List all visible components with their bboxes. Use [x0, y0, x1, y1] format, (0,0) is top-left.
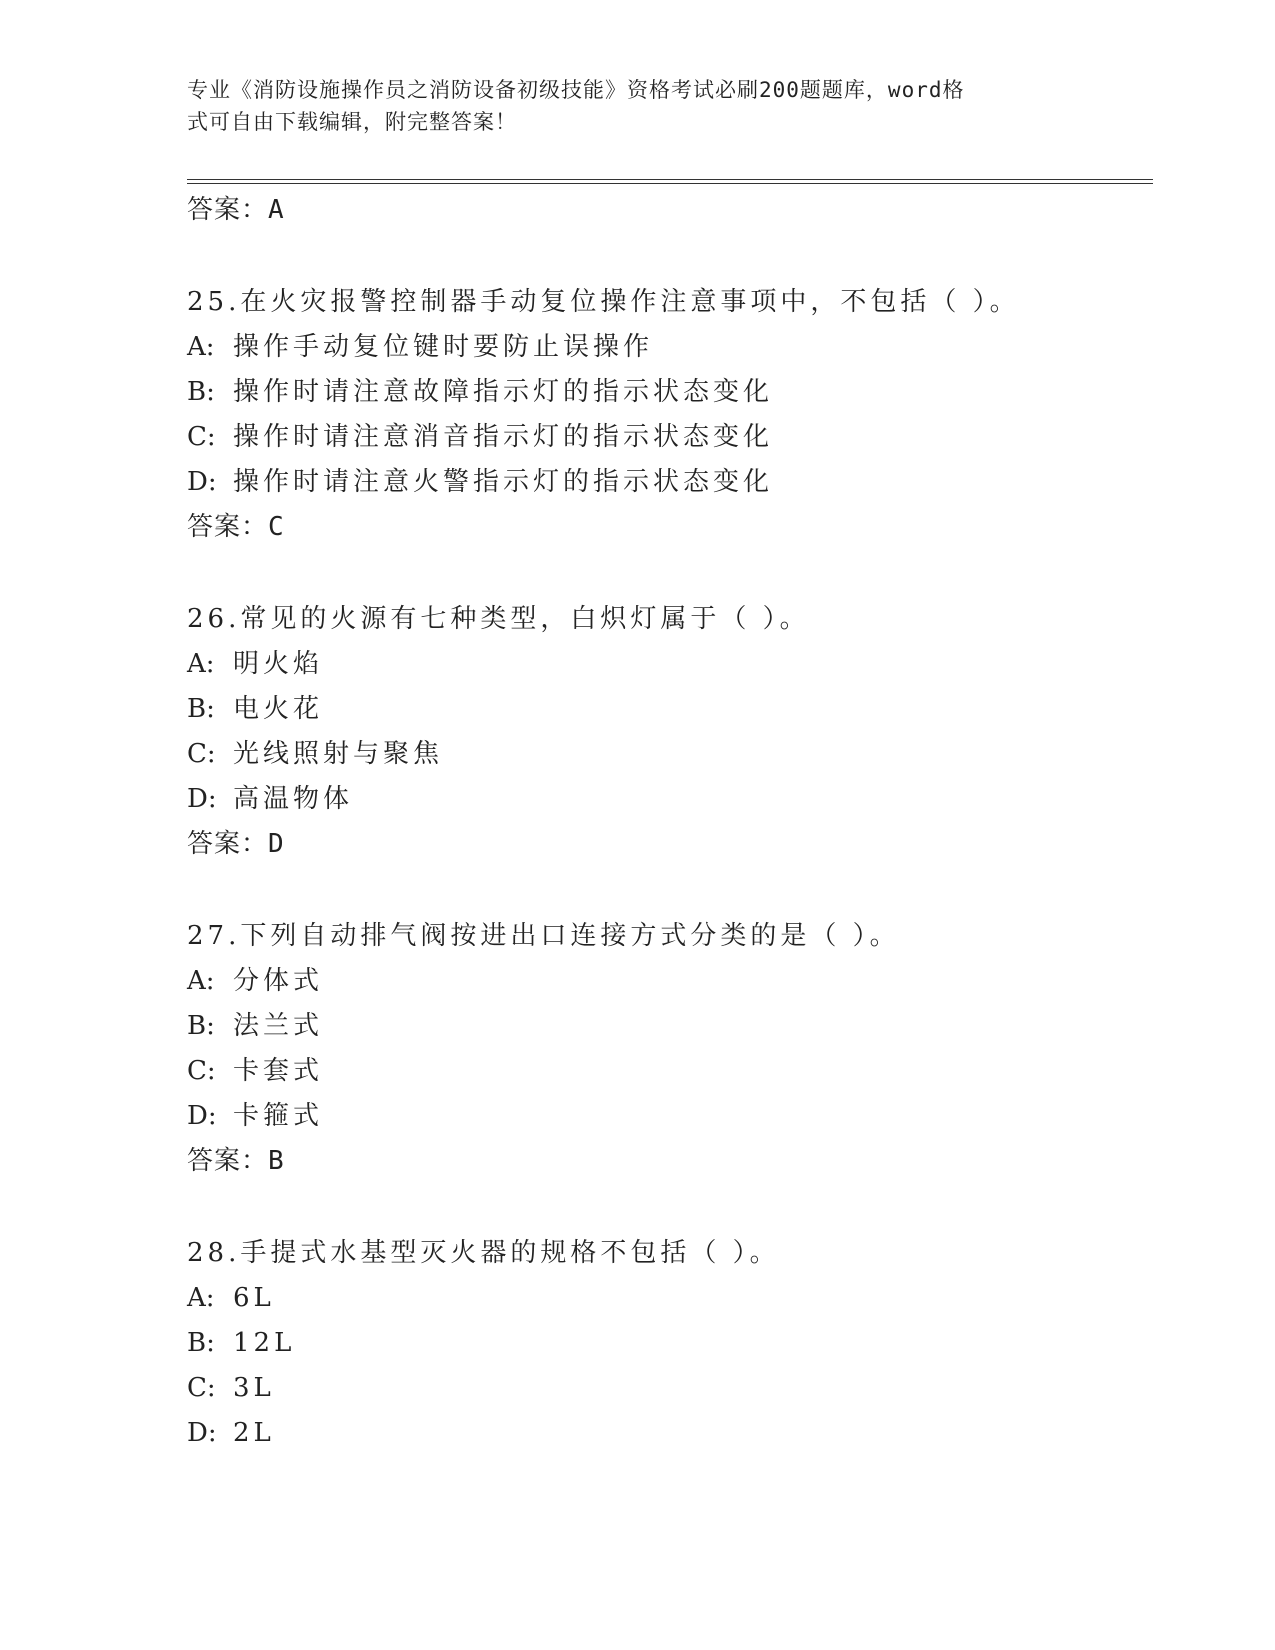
question-stem: 25.在火灾报警控制器手动复位操作注意事项中，不包括（ ）。	[187, 287, 1020, 317]
option-c	[187, 732, 1153, 777]
answer-prefix: 答案：	[187, 1146, 269, 1176]
option-label: B:	[187, 377, 215, 407]
answer-value: D	[268, 829, 285, 859]
header-line-2: 式可自由下载编辑，附完整答案！	[187, 110, 517, 134]
option-label: C:	[187, 422, 216, 452]
option-d	[187, 777, 1153, 822]
answer-line	[187, 1139, 1153, 1183]
option-text: 高温物体	[233, 784, 354, 814]
answer-prefix: 答案：	[187, 195, 269, 225]
option-b	[187, 370, 1153, 415]
option-text: 操作时请注意故障指示灯的指示状态变化	[233, 377, 774, 407]
option-text: 操作时请注意消音指示灯的指示状态变化	[233, 422, 774, 452]
option-label: D:	[187, 784, 217, 814]
option-d	[187, 1411, 1153, 1456]
option-c	[187, 415, 1153, 460]
option-label: C:	[187, 739, 216, 769]
option-a	[187, 325, 1153, 370]
option-text: 分体式	[233, 966, 324, 996]
option-d	[187, 460, 1153, 505]
question-28	[187, 1231, 1153, 1456]
option-label: D:	[187, 1101, 217, 1131]
option-text: 操作手动复位键时要防止误操作	[233, 332, 654, 362]
answer-line	[187, 188, 1153, 232]
option-text: 6L	[233, 1283, 275, 1313]
option-a	[187, 642, 1153, 687]
question-stem: 28.手提式水基型灭火器的规格不包括（ ）。	[187, 1238, 780, 1268]
option-text: 卡套式	[233, 1056, 324, 1086]
question-25	[187, 280, 1153, 549]
option-text: 法兰式	[233, 1011, 324, 1041]
option-text: 明火焰	[233, 649, 324, 679]
option-label: C:	[187, 1056, 216, 1086]
question-27	[187, 914, 1153, 1183]
answer-prefix: 答案：	[187, 512, 269, 542]
question-stem: 26.常见的火源有七种类型，白炽灯属于（ ）。	[187, 604, 810, 634]
option-label: C:	[187, 1373, 216, 1403]
option-text: 操作时请注意火警指示灯的指示状态变化	[233, 467, 774, 497]
option-label: D:	[187, 467, 217, 497]
answer-value: A	[268, 195, 285, 225]
option-b	[187, 1321, 1153, 1366]
option-a	[187, 1276, 1153, 1321]
question-stem: 27.下列自动排气阀按进出口连接方式分类的是（ ）。	[187, 921, 900, 951]
answer-line	[187, 822, 1153, 866]
header-rule-thick	[187, 179, 1153, 180]
document-header	[187, 74, 1067, 138]
option-a	[187, 959, 1153, 1004]
option-label: D:	[187, 1418, 217, 1448]
option-b	[187, 1004, 1153, 1049]
answer-value: C	[268, 512, 285, 542]
answer-prefix: 答案：	[187, 829, 269, 859]
option-text: 电火花	[233, 694, 324, 724]
answer-value: B	[268, 1146, 285, 1176]
answer-line	[187, 505, 1153, 549]
option-d	[187, 1094, 1153, 1139]
option-c	[187, 1366, 1153, 1411]
option-label: A:	[187, 1283, 215, 1313]
option-text: 12L	[233, 1328, 296, 1358]
header-line-1: 专业《消防设施操作员之消防设备初级技能》资格考试必刷200题题库，word格	[187, 78, 965, 102]
option-text: 光线照射与聚焦	[233, 739, 444, 769]
option-label: A:	[187, 332, 215, 362]
option-b	[187, 687, 1153, 732]
option-label: B:	[187, 1328, 215, 1358]
option-label: A:	[187, 649, 215, 679]
header-rule-thin	[187, 183, 1153, 184]
option-text: 3L	[233, 1373, 275, 1403]
option-c	[187, 1049, 1153, 1094]
option-label: B:	[187, 694, 215, 724]
question-list	[187, 188, 1153, 1456]
option-label: B:	[187, 1011, 215, 1041]
option-text: 卡箍式	[233, 1101, 324, 1131]
question-26	[187, 597, 1153, 866]
option-label: A:	[187, 966, 215, 996]
option-text: 2L	[233, 1418, 275, 1448]
